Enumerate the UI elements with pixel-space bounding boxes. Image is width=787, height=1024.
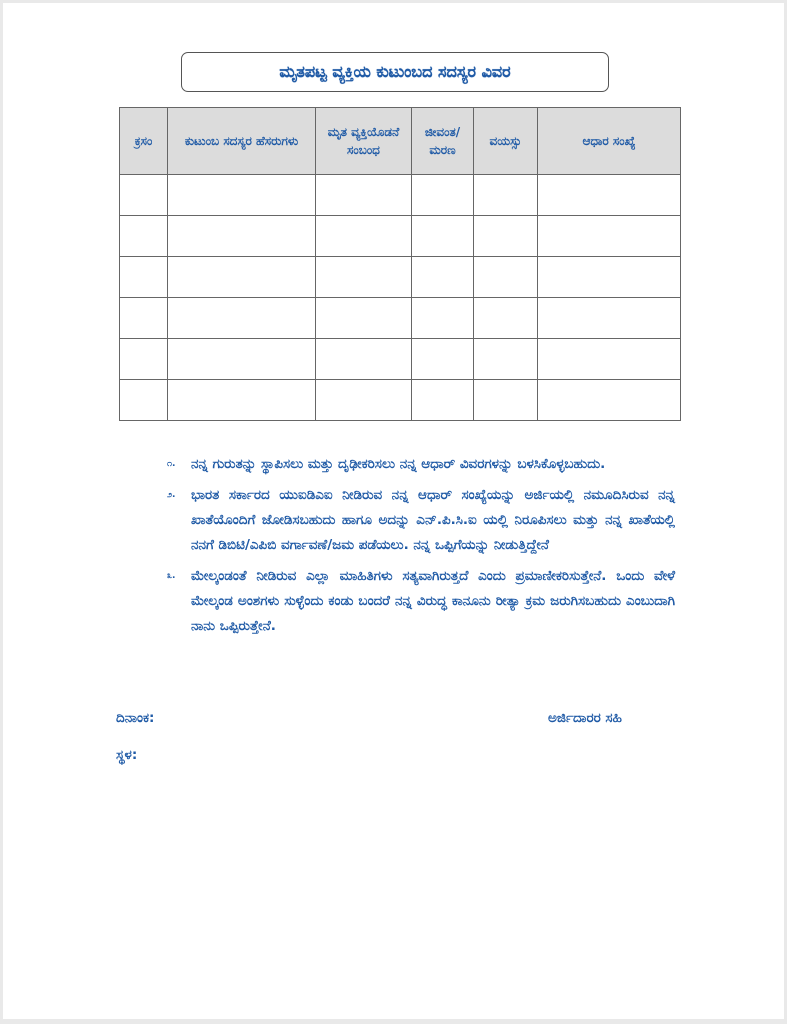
declaration-number: ೩.: [167, 571, 176, 581]
table-cell: [474, 216, 538, 257]
table-cell: [168, 216, 316, 257]
table-cell: [538, 257, 681, 298]
table-cell: [538, 380, 681, 421]
header-aadhaar-no: ಆಧಾರ ಸಂಖ್ಯೆ: [538, 108, 681, 175]
family-members-table: [119, 107, 681, 421]
title-box: [181, 52, 609, 92]
table-row: [120, 380, 681, 421]
declaration-item: [167, 564, 675, 639]
header-alive-dead: ಜೀವಂತ/ ಮರಣ: [412, 108, 474, 175]
place-label: ಸ್ಥಳ:: [116, 747, 138, 763]
header-relation: ಮೃತ ವ್ಯಕ್ತಿಯೊಡನೆ ಸಂಬಂಧ: [316, 108, 412, 175]
table-cell: [120, 380, 168, 421]
table-cell: [168, 257, 316, 298]
table-cell: [412, 380, 474, 421]
header-age: ವಯಸ್ಸು: [474, 108, 538, 175]
table-cell: [412, 298, 474, 339]
table-cell: [168, 380, 316, 421]
table-cell: [474, 298, 538, 339]
table-row: [120, 257, 681, 298]
table-cell: [412, 216, 474, 257]
table-cell: [316, 257, 412, 298]
declaration-item: [167, 452, 675, 477]
table-cell: [120, 257, 168, 298]
table-cell: [412, 257, 474, 298]
signature-label: ಅರ್ಜಿದಾರರ ಸಹಿ: [548, 710, 622, 726]
table-cell: [120, 175, 168, 216]
table-cell: [538, 216, 681, 257]
declaration-list: [167, 452, 675, 645]
table-cell: [120, 298, 168, 339]
table-header-row: [120, 108, 681, 175]
declaration-text: ಮೇಲ್ಕಂಡಂತೆ ನೀಡಿರುವ ಎಲ್ಲಾ ಮಾಹಿತಿಗಳು ಸತ್ಯವಾಗಿರುತ್ತದೆ ಎಂದು ಪ್ರಮಾಣೀಕರಿಸುತ್ತೇನೆ. ಒಂದು ವೇಳೆ ಮೇಲ್ಕಂಡ ಅಂಶಗಳು ಸುಳ್ಳೆಂದು ಕಂಡು ಬಂದರೆ ನನ್ನ ವಿರುದ್ಧ ಕಾನೂನು ರೀತ್ಯಾ ಕ್ರಮ ಜರುಗಿಸಬಹುದು ಎಂಬುದಾಗಿ ನಾನು ಒಪ್ಪಿರುತ್ತೇನೆ.: [191, 568, 675, 634]
document-page: [3, 3, 784, 1019]
header-member-names: ಕುಟುಂಬ ಸದಸ್ಯರ ಹೆಸರುಗಳು: [168, 108, 316, 175]
declaration-text: ನನ್ನ ಗುರುತನ್ನು ಸ್ಥಾಪಿಸಲು ಮತ್ತು ದೃಢೀಕರಿಸಲು ನನ್ನ ಆಧಾರ್ ವಿವರಗಳನ್ನು ಬಳಸಿಕೊಳ್ಳಬಹುದು.: [191, 456, 606, 472]
table-cell: [316, 339, 412, 380]
table-cell: [168, 339, 316, 380]
table-cell: [412, 339, 474, 380]
table-cell: [168, 175, 316, 216]
table-cell: [538, 175, 681, 216]
declaration-number: ೧.: [167, 459, 176, 469]
date-label: ದಿನಾಂಕ:: [116, 710, 155, 726]
table-row: [120, 216, 681, 257]
table-cell: [120, 339, 168, 380]
table-cell: [316, 298, 412, 339]
table-row: [120, 175, 681, 216]
table-cell: [474, 175, 538, 216]
table-cell: [412, 175, 474, 216]
table-cell: [316, 175, 412, 216]
table-cell: [168, 298, 316, 339]
table-cell: [538, 298, 681, 339]
table-cell: [316, 216, 412, 257]
declaration-item: [167, 483, 675, 558]
table-cell: [474, 257, 538, 298]
declaration-text: ಭಾರತ ಸರ್ಕಾರದ ಯುಐಡಿಎಐ ನೀಡಿರುವ ನನ್ನ ಆಧಾರ್ ಸಂಖ್ಯೆಯನ್ನು ಅರ್ಜಿಯಲ್ಲಿ ನಮೂದಿಸಿರುವ ನನ್ನ ಖಾತೆಯೊಂದಿಗೆ ಜೋಡಿಸಬಹುದು ಹಾಗೂ ಅದನ್ನು ಎನ್.ಪಿ.ಸಿ.ಐ ಯಲ್ಲಿ ನಿರೂಪಿಸಲು ಮತ್ತು ನನ್ನ ಖಾತೆಯಲ್ಲಿ ನನಗೆ ಡಿಬಿಟಿ/ಎಪಿಬಿ ವರ್ಗಾವಣೆ/ಜಮ ಪಡೆಯಲು. ನನ್ನ ಒಪ್ಪಿಗೆಯನ್ನು ನೀಡುತ್ತಿದ್ದೇನೆ: [191, 487, 675, 553]
table-cell: [316, 380, 412, 421]
table-cell: [474, 339, 538, 380]
table-cell: [538, 339, 681, 380]
table-cell: [474, 380, 538, 421]
page-title: ಮೃತಪಟ್ಟ ವ್ಯಕ್ತಿಯ ಕುಟುಂಬದ ಸದಸ್ಯರ ವಿವರ: [279, 62, 511, 81]
header-serial-no: ಕ್ರಸಂ: [120, 108, 168, 175]
table-row: [120, 339, 681, 380]
table-cell: [120, 216, 168, 257]
table-row: [120, 298, 681, 339]
declaration-number: ೨.: [167, 490, 176, 500]
